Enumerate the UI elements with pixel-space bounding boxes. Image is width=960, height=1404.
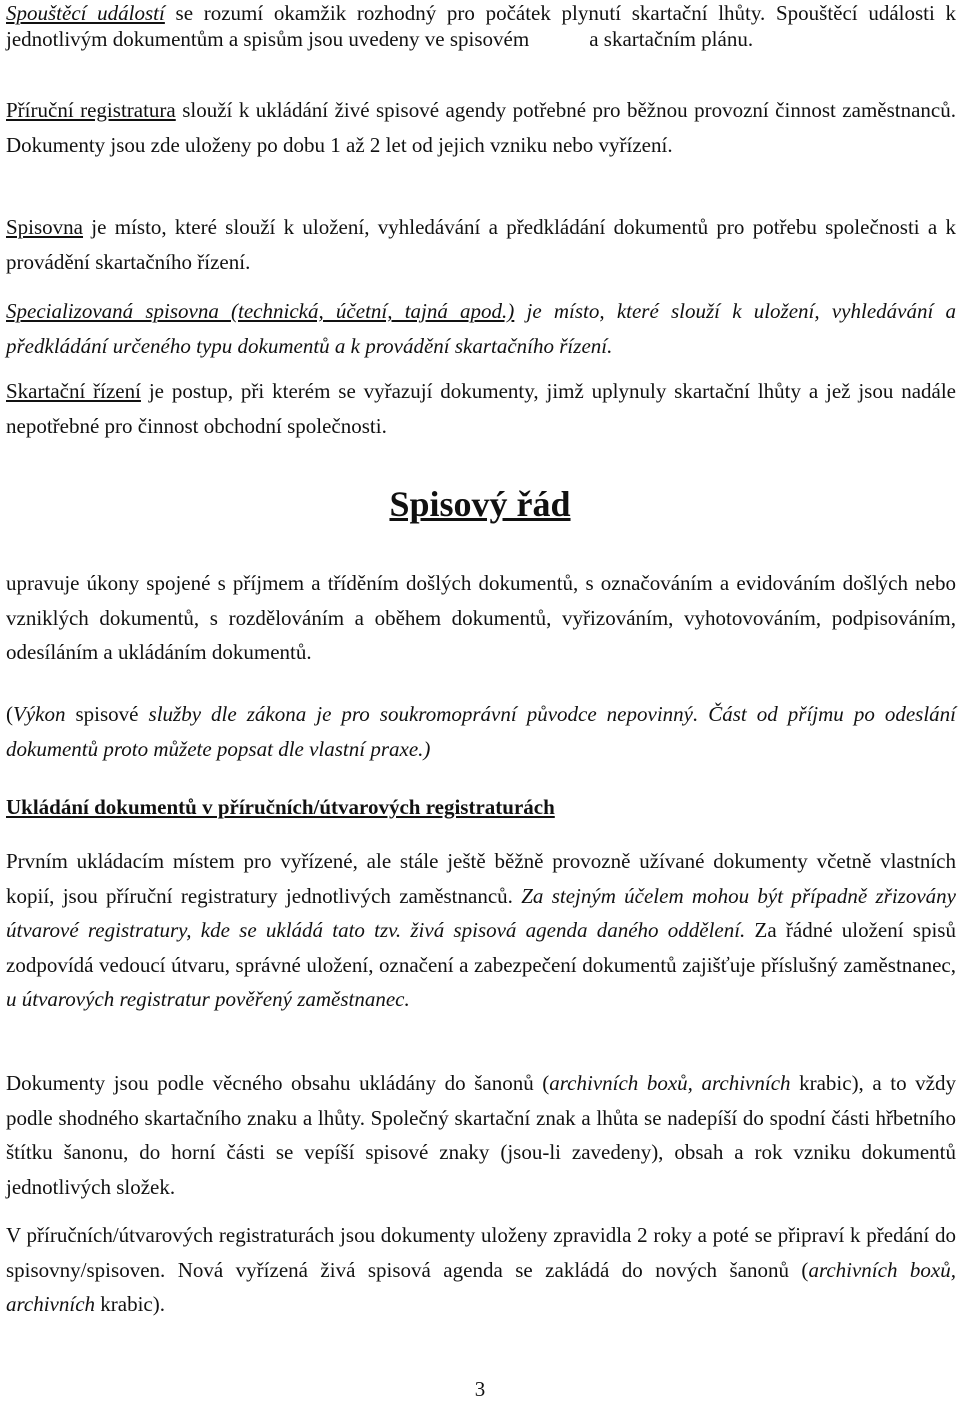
definition-text: je místo, které slouží k uložení, vyhledávání a předkládání dokumentů pro potřebu společnosti a k provádění skartačního řízení. xyxy=(6,215,956,274)
paragraph-spisovna xyxy=(6,210,956,279)
term-skartacni-rizeni: Skartační řízení xyxy=(6,379,141,403)
ukladani-text-1: Prvním ukládacím místem pro vyřízené, ale stále ještě běžně provozně užívané dokumenty včetně vlastních kopií, jsou příruční registratury jednotlivých zaměstnanců. xyxy=(6,849,956,908)
predani-text-2: archivních boxů, archivních xyxy=(6,1257,956,1316)
ukladani-text-3: Za řádné uložení spisů zodpovídá vedoucí útvaru, správné uložení, označení a zabezpečení dokumentů zajišťuje příslušný zaměstnanec, xyxy=(6,918,956,977)
predani-text-3: krabic). xyxy=(95,1292,165,1316)
definition-text: se rozumí okamžik rozhodný pro počátek plynutí skartační lhůty. Spouštěcí události k jednotlivým dokumentům a spisům jsou uvedeny ve spisovém xyxy=(6,1,956,51)
definition-text-end: a skartačním plánu. xyxy=(589,27,754,51)
term-spisovna: Spisovna xyxy=(6,215,84,239)
definition-text: je postup, při kterém se vyřazují dokumenty, jimž uplynuly skartační lhůty a jež jsou nadále nepotřebné pro činnost obchodní společnosti. xyxy=(6,379,957,438)
note-text-3: služby dle zákona je pro soukromoprávní původce nepovinný. Část od příjmu po odeslání dokumentů proto můžete popsat dle vlastní praxe.) xyxy=(6,702,957,761)
paragraph-spoustecu-udalost xyxy=(6,0,956,52)
paragraph-specializovana-spisovna xyxy=(6,294,956,363)
note-text-2: spisové xyxy=(65,702,149,726)
term-spoustecu-udalost: Spouštěcí událostí xyxy=(6,1,165,25)
definition-text: je místo, které slouží k uložení, vyhledávání a předkládání určeného typu dokumentů a k provádění skartačního řízení. xyxy=(6,299,956,358)
paragraph-spisovy-rad-description: upravuje úkony spojené s příjmem a tříděním došlých dokumentů, s označováním a evidováním došlých nebo vzniklých dokumentů, s rozdělováním a oběhem dokumentů, vyřizováním, vyhotovováním, podpisováním, odesíláním a ukládáním dokumentů. xyxy=(6,571,956,664)
sanony-text-1: Dokumenty jsou podle věcného obsahu ukládány do šanonů ( xyxy=(6,1071,550,1095)
paragraph-ukladani xyxy=(6,844,956,1017)
term-specializovana-spisovna: Specializovaná spisovna (technická, účetní, tajná apod.) xyxy=(6,299,515,323)
term-prirucni-registratura: Příruční registratura xyxy=(6,98,176,122)
note-text-1: Výkon xyxy=(13,702,66,726)
paragraph-sanony xyxy=(6,1066,956,1204)
definition-text: slouží k ukládání živé spisové agendy potřebné pro běžnou provozní činnost zaměstnanců. Dokumenty jsou zde uloženy po dobu 1 až 2 let od jejich vzniku nebo vyřízení. xyxy=(6,98,957,157)
page-title: Spisový řád xyxy=(389,484,571,524)
ukladani-text-4: u útvarových registratur pověřený zaměstnanec. xyxy=(6,987,410,1011)
paragraph-predani xyxy=(6,1218,956,1322)
paragraph-prirucni-registratura xyxy=(6,93,956,162)
sanony-text-3: krabic), a to vždy podle shodného skartačního znaku a lhůty. Společný skartační znak a lhůta se nadepíší do spodní části hřbetního štítku šanonu, do horní části se vepíší spisové znaky (jsou-li zavedeny), obsah a rok vzniku dokumentů jednotlivých složek. xyxy=(6,1071,956,1199)
paragraph-note xyxy=(6,697,956,766)
note-paren: ( xyxy=(6,702,13,726)
ukladani-text-2: Za stejným účelem mohou být případně zřizovány útvarové registratury, kde se ukládá tato tzv. živá spisová agenda daného oddělení. xyxy=(6,883,956,942)
sanony-text-2: archivních boxů, archivních xyxy=(549,1071,791,1095)
paragraph-skartacni-rizeni xyxy=(6,374,956,443)
page-number: 3 xyxy=(474,1377,486,1401)
predani-text-1: V příručních/útvarových registraturách jsou dokumenty uloženy zpravidla 2 roky a poté se připraví k předání do spisovny/spisoven. Nová vyřízená živá spisová agenda se zakládá do nových šanonů ( xyxy=(6,1223,956,1282)
section-heading: Ukládání dokumentů v příručních/útvarových registraturách xyxy=(6,795,555,819)
